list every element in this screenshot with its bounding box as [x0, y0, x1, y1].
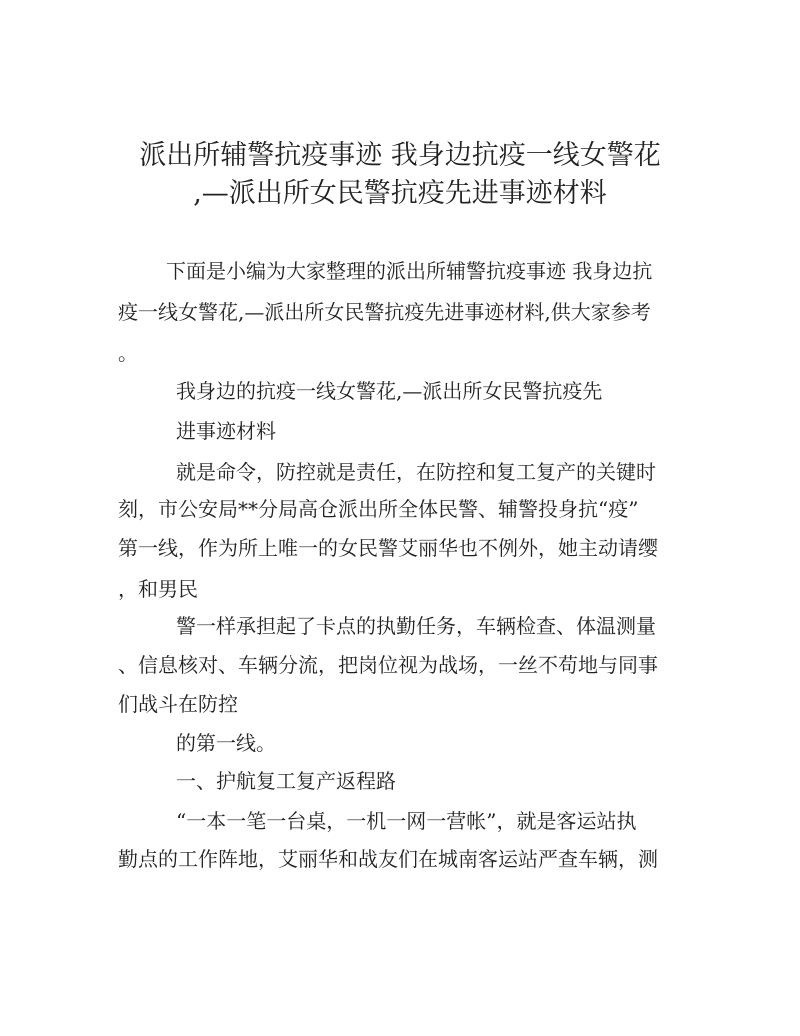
body-line-13: 的第一线。	[176, 731, 276, 755]
body-line-11: 、信息核对、车辆分流，把岗位视为战场，一丝不苟地与同事	[118, 653, 658, 677]
body-line-5: 进事迹材料	[176, 419, 276, 443]
body-line-1: 下面是小编为大家整理的派出所辅警抗疫事迹 我身边抗	[166, 259, 653, 283]
body-line-14: 一、护航复工复产返程路	[176, 769, 396, 793]
body-line-2: 疫一线女警花,—派出所女民警抗疫先进事迹材料,供大家参考	[118, 300, 651, 324]
document-title-line-1: 派出所辅警抗疫事迹 我身边抗疫一线女警花	[139, 140, 661, 171]
body-line-16: 勤点的工作阵地，艾丽华和战友们在城南客运站严查车辆，测	[118, 847, 658, 871]
body-line-8: 第一线，作为所上唯一的女民警艾丽华也不例外，她主动请缨	[118, 536, 658, 560]
body-line-12: 们战斗在防控	[118, 692, 238, 716]
body-line-7: 刻，市公安局**分局高仓派出所全体民警、辅警投身抗“疫”	[118, 497, 639, 521]
body-line-10: 警一样承担起了卡点的执勤任务，车辆检查、体温测量	[176, 614, 656, 638]
body-line-4: 我身边的抗疫一线女警花,—派出所女民警抗疫先	[176, 379, 603, 403]
document-title-line-2: ,—派出所女民警抗疫先进事迹材料	[193, 178, 607, 209]
body-line-3: 。	[118, 341, 138, 365]
body-line-9: ，和男民	[118, 577, 198, 601]
body-line-6: 就是命令，防控就是责任，在防控和复工复产的关键时	[176, 460, 656, 484]
body-line-15: “一本一笔一台桌，一机一网一营帐”，就是客运站执	[176, 809, 637, 833]
